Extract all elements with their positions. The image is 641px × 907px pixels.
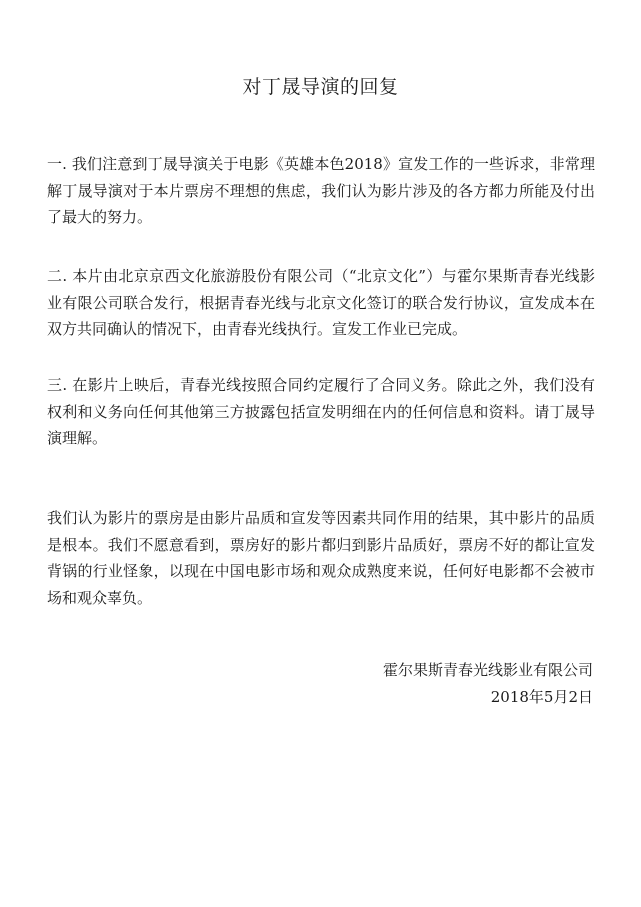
paragraph-point-one: 一. 我们注意到丁晟导演关于电影《英雄本色2018》宣发工作的一些诉求，非常理解丁晟导演对于本片票房不理想的焦虑，我们认为影片涉及的各方都力所能及付出了最大的努力。	[47, 155, 595, 226]
paragraph-point-two: 二. 本片由北京京西文化旅游股份有限公司（“北京文化”）与霍尔果斯青春光线影业有限公司联合发行，根据青春光线与北京文化签订的联合发行协议，宣发成本在双方共同确认的情况下，由青春光线执行。宣发工作业已完成。	[47, 267, 595, 338]
paragraph-conclusion: 我们认为影片的票房是由影片品质和宣发等因素共同作用的结果，其中影片的品质是根本。我们不愿意看到，票房好的影片都归到影片品质好，票房不好的都让宣发背锅的行业怪象，以现在中国电影市场和观众成熟度来说，任何好电影都不会被市场和观众辜负。	[47, 509, 595, 607]
paragraph-point-three: 三. 在影片上映后，青春光线按照合同约定履行了合同义务。除此之外，我们没有权利和义务向任何其他第三方披露包括宣发明细在内的任何信息和资料。请丁晟导演理解。	[47, 376, 595, 447]
signature-date: 2018年5月2日	[490, 688, 593, 706]
signature-organization: 霍尔果斯青春光线影业有限公司	[382, 661, 593, 679]
document-title: 对丁晟导演的回复	[242, 76, 399, 98]
